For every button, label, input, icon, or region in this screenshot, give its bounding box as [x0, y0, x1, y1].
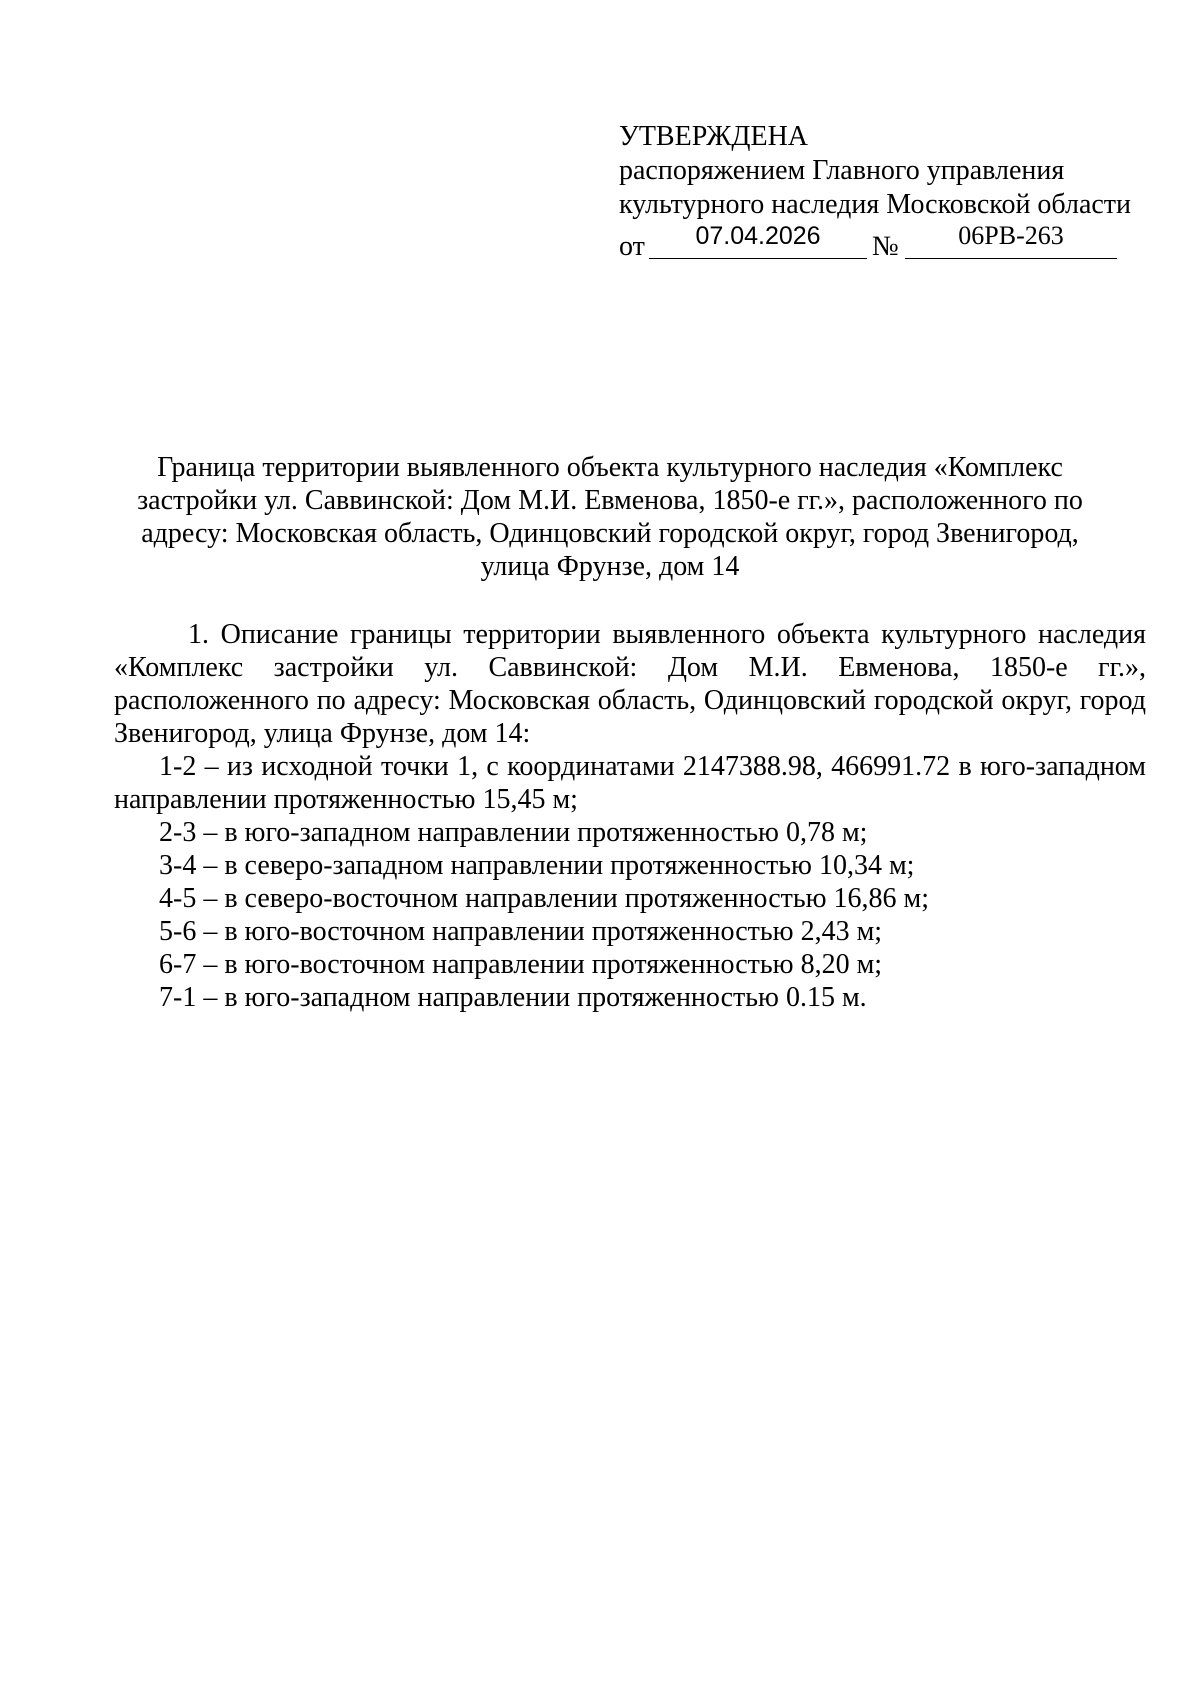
date-underline — [649, 258, 867, 259]
boundary-segment: 7-1 – в юго-западном направлении протяженностью 0.15 м. — [159, 982, 867, 1013]
document-title: Граница территории выявленного объекта культурного наследия «Комплекс застройки ул. Саввинской: Дом М.И. Евменова, 1850-е гг.», расположенного по адресу: Московская область, Одинцовский городской округ, город Звенигород, улица Фрунзе, дом 14 — [137, 452, 1083, 582]
approval-line-1: распоряжением Главного управления — [619, 155, 1065, 186]
approval-heading: УТВЕРЖДЕНА — [619, 121, 809, 152]
number-label: № — [872, 231, 899, 262]
approval-number: 06РВ-263 — [958, 221, 1064, 250]
boundary-segment: 5-6 – в юго-восточном направлении протяженностью 2,43 м; — [159, 916, 883, 947]
boundary-segment: 2-3 – в юго-западном направлении протяженностью 0,78 м; — [159, 817, 868, 848]
number-underline — [905, 258, 1117, 259]
boundary-segment: 6-7 – в юго-восточном направлении протяженностью 8,20 м; — [159, 949, 883, 980]
approval-reference — [619, 222, 1139, 262]
boundary-segment: 1-2 – из исходной точки 1, с координатами 2147388.98, 466991.72 в юго-западном направлении протяженностью 15,45 м; — [114, 751, 1146, 815]
approval-date: 07.04.2026 — [695, 222, 821, 250]
from-label: от — [619, 231, 645, 262]
approval-line-2: культурного наследия Московской области — [619, 189, 1132, 220]
boundary-segment: 3-4 – в северо-западном направлении протяженностью 10,34 м; — [159, 850, 915, 881]
section-intro: 1. Описание границы территории выявленного объекта культурного наследия «Комплекс застройки ул. Саввинской: Дом М.И. Евменова, 1850-е гг.», расположенного по адресу: Московская область, Одинцовский городской округ, город Звенигород, улица Фрунзе, дом 14: — [114, 619, 1146, 749]
document-body — [114, 618, 1146, 1014]
approval-block — [619, 120, 1139, 262]
boundary-segment: 4-5 – в северо-восточном направлении протяженностью 16,86 м; — [159, 883, 930, 914]
